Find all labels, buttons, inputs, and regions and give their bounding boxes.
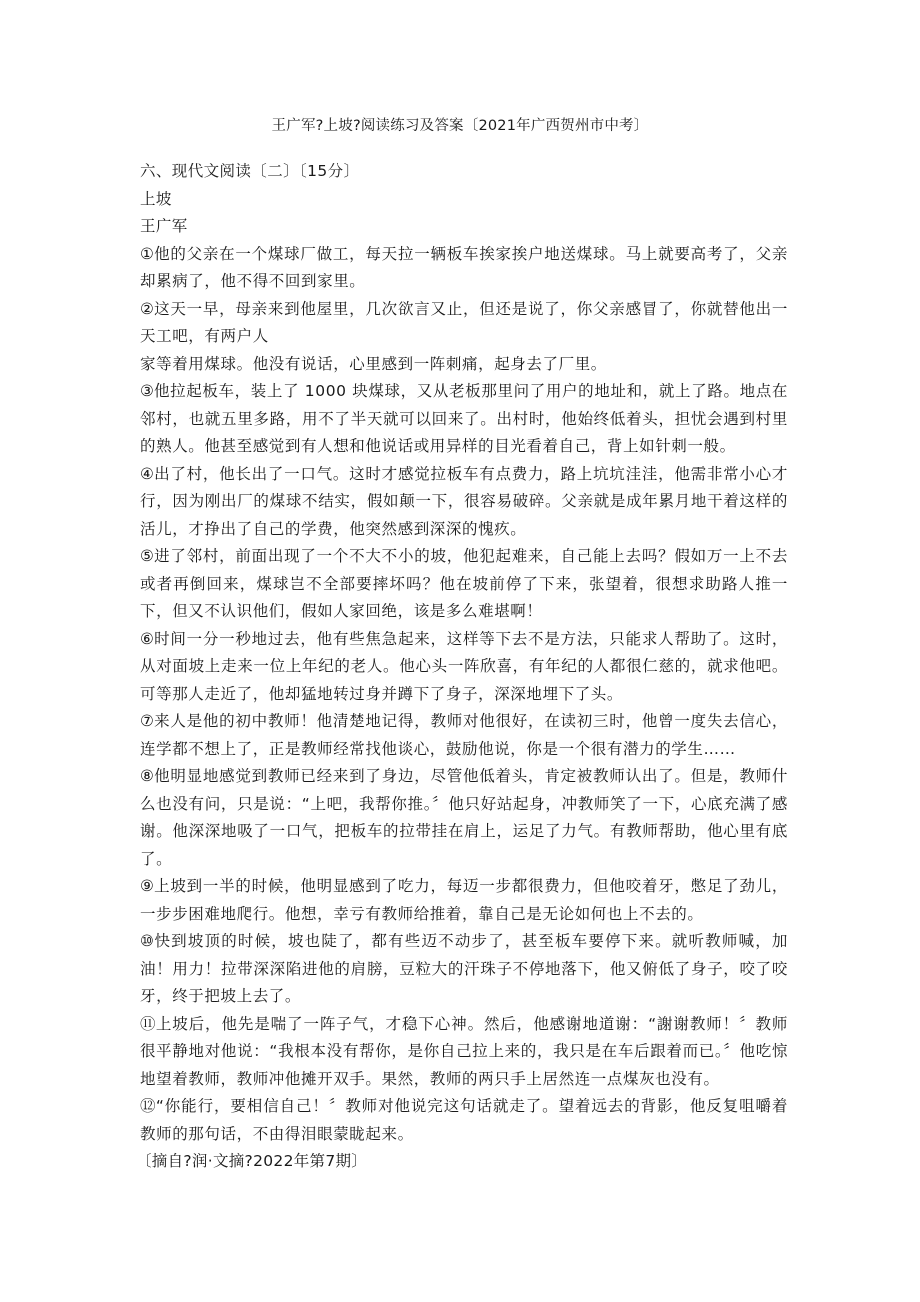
paragraph-text: 这天一早，母亲来到他屋里，几次欲言又止，但还是说了，你父亲感冒了，你就替他出一天工吧，有两户人 bbox=[140, 299, 788, 345]
paragraph-11 bbox=[140, 1011, 788, 1094]
paragraph-4 bbox=[140, 461, 788, 544]
paragraph-number: ④ bbox=[140, 464, 155, 483]
paragraph-number: ⑥ bbox=[140, 629, 155, 648]
article-title: 上坡 bbox=[140, 189, 172, 208]
paragraph-12 bbox=[140, 1093, 788, 1148]
source-citation: 〔摘自?润·文摘?2022年第7期〕 bbox=[136, 1152, 368, 1170]
paragraph-number: ③ bbox=[140, 382, 154, 400]
paragraph-text: 他拉起板车，装上了 1000 块煤球，又从老板那里问了用户的地址和，就上了路。地点在邻村，也就五里多路，用不了半天就可以回来了。出村时，他始终低着头，担忧会遇到村里的熟人。他甚至感觉到有人想和他说话或用异样的目光看着自己，背上如针刺一般。 bbox=[140, 382, 788, 455]
paragraph-text: 他的父亲在一个煤球厂做工，每天拉一辆板车挨家挨户地送煤球。马上就要高考了，父亲却累病了，他不得不回到家里。 bbox=[140, 244, 788, 290]
paragraph-2 bbox=[140, 296, 788, 351]
paragraph-text: 上坡后，他先是喘了一阵子气，才稳下心神。然后，他感谢地道谢：“謝谢教师！〞教师很平静地对他说：“我根本没有帮你，是你自己拉上来的，我只是在车后跟着而已。〞他吃惊地望着教师，教师冲他摊开双手。果然，教师的两只手上居然连一点煤灰也没有。 bbox=[140, 1014, 788, 1088]
paragraph-number: ② bbox=[140, 299, 155, 318]
paragraph-number: ⑧ bbox=[140, 767, 155, 785]
paragraph-text: 时间一分一秒地过去，他有些焦急起来，这样等下去不是方法，只能求人帮助了。这时，从对面坡上走来一位上年纪的老人。他心头一阵欣喜，有年纪的人都很仁慈的，就求他吧。可等那人走近了，他却猛地转过身并蹲下了身子，深深地埋下了头。 bbox=[140, 629, 788, 703]
paragraph-1 bbox=[140, 241, 788, 296]
paragraph-number: ⑨ bbox=[140, 877, 155, 895]
paragraph-number: ⑫ bbox=[140, 1097, 156, 1115]
paragraph-10 bbox=[140, 928, 788, 1011]
paragraph-number: ⑤ bbox=[140, 547, 155, 565]
document-body bbox=[136, 158, 788, 1176]
paragraph-text: 来人是他的初中教师！他清楚地记得，教师对他很好，在读初三时，他曾一度失去信心，连学都不想上了，正是教师经常找他谈心，鼓励他说，你是一个很有潜力的学生…… bbox=[140, 712, 788, 758]
paragraph-3 bbox=[140, 378, 788, 461]
paragraph-text: 家等着用煤球。他没有说话，心里感到一阵刺痛，起身去了厂里。 bbox=[140, 354, 607, 373]
paragraph-9 bbox=[140, 873, 788, 928]
paragraph-number: ⑦ bbox=[140, 712, 155, 730]
paragraph-5 bbox=[140, 543, 788, 626]
paragraph-text: “你能行，要相信自己！〞教师对他说完这句话就走了。望着远去的背影，他反复咀嚼着教师的那句话，不由得泪眼蒙眬起来。 bbox=[140, 1097, 788, 1143]
paragraph-2-continuation bbox=[140, 351, 788, 379]
paragraph-number: ① bbox=[140, 244, 155, 263]
paragraph-number: ⑪ bbox=[140, 1014, 156, 1033]
section-heading: 六、现代文阅读〔二〕〔15分〕 bbox=[140, 162, 360, 180]
article-author: 王广军 bbox=[140, 217, 188, 235]
paragraph-7 bbox=[140, 708, 788, 763]
paragraph-8 bbox=[140, 763, 788, 873]
paragraph-text: 上坡到一半的时候，他明显感到了吃力，每迈一步都很费力，但他咬着牙，憋足了劲儿，一步步困难地爬行。他想，幸亏有教师给推着，靠自己是无论如何也上不去的。 bbox=[140, 877, 788, 923]
paragraph-text: 进了邻村，前面出现了一个不大不小的坡，他犯起难来，自己能上去吗？假如万一上不去或者再倒回来，煤球岂不全部要摔坏吗？他在坡前停了下来，张望着，很想求助路人推一下，但又不认识他们，假如人家回绝，该是多么难堪啊！ bbox=[140, 547, 788, 620]
paragraph-6 bbox=[140, 626, 788, 709]
paragraph-text: 他明显地感觉到教师已经来到了身边，尽管他低着头，肯定被教师认出了。但是，教师什么也没有问，只是说：“上吧，我帮你推。〞他只好站起身，冲教师笑了一下，心底充满了感谢。他深深地吸了一口气，把板车的拉带挂在肩上，运足了力气。有教师帮助，他心里有底了。 bbox=[140, 767, 788, 868]
paragraph-text: 出了村，他长出了一口气。这时才感觉拉板车有点费力，路上坑坑洼洼，他需非常小心才行，因为刚出厂的煤球不结实，假如颠一下，很容易破碎。父亲就是成年累月地干着这样的活儿，才挣出了自己的学费，他突然感到深深的愧疚。 bbox=[140, 464, 788, 538]
document-title: 王广军?上坡?阅读练习及答案〔2021年广西贺州市中考〕 bbox=[271, 118, 649, 134]
paragraph-number: ⑩ bbox=[140, 932, 155, 950]
paragraph-text: 快到坡顶的时候，坡也陡了，都有些迈不动步了，甚至板车要停下来。就听教师喊，加油！用力！拉带深深陷进他的肩膀，豆粒大的汗珠子不停地落下，他又俯低了身子，咬了咬牙，终于把坡上去了。 bbox=[140, 932, 788, 1005]
